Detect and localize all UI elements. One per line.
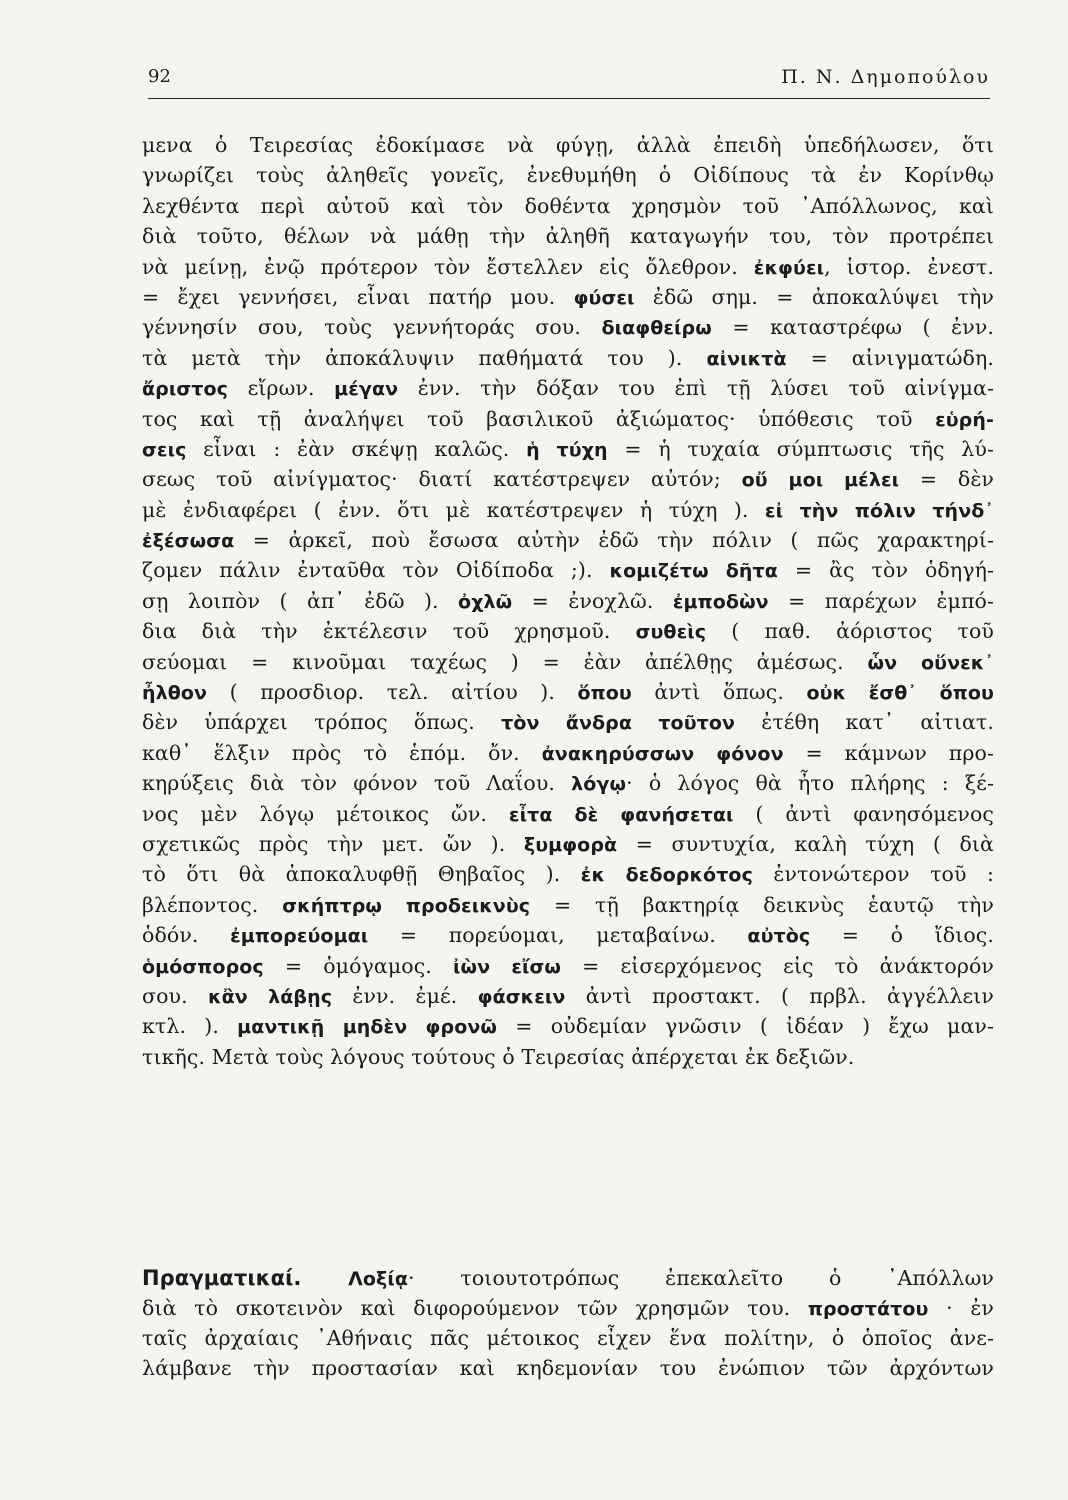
glossed-term: ἰὼν εἴσω	[453, 955, 562, 978]
glossed-term: εἶτα δὲ φανήσεται	[508, 803, 734, 826]
commentary-text	[142, 130, 994, 1072]
gloss-text: γέννησίν σου, τοὺς γεννήτοράς σου.	[142, 315, 602, 340]
page-header	[148, 66, 990, 96]
gloss-text: τος καὶ τῇ ἀναλήψει τοῦ βασιλικοῦ ἀξιώματος· ὑπόθεσις τοῦ	[142, 406, 936, 431]
gloss-text: ἐτέθη κατ᾿ αἰτιατ.	[735, 710, 994, 735]
glossed-term: σκήπτρῳ προδεικνὺς	[282, 894, 531, 917]
gloss-text: ἀντὶ προστακτ. ( πρβλ. ἀγγέλλειν	[565, 983, 994, 1008]
glossed-term: φύσει	[573, 286, 635, 309]
gloss-text: εἶναι : ἐὰν σκέψῃ καλῶς.	[186, 436, 527, 461]
glossed-term: τὸν ἄνδρα τοῦτον	[501, 712, 736, 735]
text-line	[142, 191, 994, 221]
text-line	[142, 282, 994, 312]
gloss-text: · ὁ λόγος θὰ ἦτο πλήρης : ξέ-	[626, 771, 994, 796]
text-line	[142, 130, 994, 160]
gloss-text: = ὁμόγαμος.	[263, 953, 453, 978]
gloss-text: = ἐνοχλῶ.	[512, 588, 673, 613]
gloss-text: = αἰνιγματώδη.	[786, 345, 994, 370]
gloss-text: · τοιουτοτρόπως ἐπεκαλεῖτο ὁ ᾿Απόλλων	[408, 1266, 994, 1290]
gloss-text: ( προσδιορ. τελ. αἰτίου ).	[207, 680, 578, 705]
glossed-term: κομιζέτω δῆτα	[609, 560, 778, 583]
text-line	[142, 373, 994, 403]
gloss-text: ( παθ. ἀόριστος τοῦ	[706, 619, 994, 644]
glossed-term: εὑρή-	[935, 408, 994, 431]
glossed-term: ἐκ δεδορκότος	[580, 864, 753, 887]
text-line	[142, 1353, 994, 1383]
glossed-term: διαφθείρω	[601, 317, 712, 340]
glossed-term: ἐξέσωσα	[142, 530, 235, 553]
glossed-term: ἐμποδὼν	[672, 590, 769, 613]
gloss-text: λεχθέντα περὶ αὐτοῦ καὶ τὸν δοθέντα χρησμὸν τοῦ ᾿Απόλλωνος, καὶ	[142, 193, 994, 218]
gloss-text: σῃ λοιπὸν ( ἀπ᾿ ἐδῶ ).	[142, 588, 459, 613]
gloss-text: = εἰσερχόμενος εἰς τὸ ἀνάκτορόν	[561, 953, 994, 978]
text-line	[142, 1293, 994, 1323]
glossed-term: οὔ μοι μέλει	[741, 469, 900, 492]
gloss-text: = ἀρκεῖ, ποὺ ἔσωσα αὐτὴν ἐδῶ τὴν πόλιν ( πῶς χαρακτηρί-	[234, 528, 994, 553]
gloss-text: νος μὲν λόγῳ μέτοικος ὤν.	[142, 801, 509, 826]
gloss-text: = κάμνων προ-	[783, 740, 994, 765]
gloss-text: δια διὰ τὴν ἐκτέλεσιν τοῦ χρησμοῦ.	[142, 619, 636, 644]
glossed-term: οὐκ ἔσθ᾿ ὅπου	[806, 682, 994, 705]
gloss-text: = τῇ βακτηρίᾳ δεικνὺς ἑαυτῷ τὴν	[530, 892, 994, 917]
gloss-text: = ὁ ἴδιος.	[810, 923, 995, 948]
gloss-text: μενα ὁ Τειρεσίας ἐδοκίμασε νὰ φύγῃ, ἀλλὰ ἐπειδὴ ὑπεδήλωσεν, ὅτι	[142, 133, 994, 157]
text-line	[142, 707, 994, 737]
gloss-text: τὰ μετὰ τὴν ἀποκάλυψιν παθήματά του ).	[142, 345, 707, 370]
glossed-term: φάσκειν	[477, 985, 566, 1008]
gloss-text: ἐνν. τὴν δόξαν του ἐπὶ τῇ λύσει τοῦ αἰνίγμα-	[398, 376, 994, 401]
gloss-text: = ἂς τὸν ὁδηγή-	[777, 558, 994, 583]
text-line	[142, 343, 994, 373]
gloss-text: βλέποντος.	[142, 892, 283, 917]
glossed-term: μέγαν	[334, 378, 399, 401]
running-head: Π. Ν. Δημοπούλου	[781, 66, 990, 88]
text-line	[142, 616, 994, 646]
text-line	[142, 434, 994, 464]
text-line	[142, 981, 994, 1011]
glossed-term: συθεὶς	[635, 621, 707, 644]
text-line	[142, 1263, 994, 1293]
text-line	[142, 1323, 994, 1353]
text-line	[142, 829, 994, 859]
gloss-text: τικῆς. Μετὰ τοὺς λόγους τούτους ὁ Τειρεσίας ἀπέρχεται ἐκ δεξιῶν.	[142, 1044, 855, 1069]
page-number: 92	[148, 66, 171, 87]
gloss-text: ἐντονώτερον τοῦ :	[752, 862, 994, 887]
text-line	[142, 312, 994, 342]
gloss-text: , ἱστορ. ἐνεστ.	[824, 254, 994, 279]
text-line	[142, 404, 994, 434]
gloss-text: σχετικῶς πρὸς τὴν μετ. ὤν ).	[142, 831, 524, 856]
gloss-text: μὲ ἐνδιαφέρει ( ἐνν. ὅτι μὲ κατέστρεψεν ἡ τύχη ).	[142, 497, 765, 522]
glossed-term: εἰ τὴν πόλιν τήνδ᾿	[764, 499, 994, 522]
gloss-text: ζομεν πάλιν ἐνταῦθα τὸν Οἰδίποδα ;).	[142, 558, 610, 583]
gloss-text: τὸ ὅτι θὰ ἀποκαλυφθῇ Θηβαῖος ).	[142, 862, 581, 887]
gloss-text: δὲν ὑπάρχει τρόπος ὅπως.	[142, 710, 502, 735]
glossed-term: ἀνακηρύσσων φόνον	[541, 742, 784, 765]
text-line	[142, 1011, 994, 1041]
gloss-text: ἐνν. ἐμέ.	[332, 983, 478, 1008]
text-line	[142, 495, 994, 525]
glossed-term: Λοξίᾳ	[348, 1268, 409, 1290]
gloss-text: ( ἀντὶ φανησόμενος	[733, 801, 994, 826]
section-title: Πραγματικαί.	[142, 1266, 349, 1290]
text-line	[142, 951, 994, 981]
gloss-text: νὰ μείνῃ, ἐνῷ πρότερον τὸν ἔστελλεν εἰς ὄλεθρον.	[142, 254, 754, 279]
gloss-text: ἐδῶ σημ. = ἀποκαλύψει τὴν	[634, 284, 994, 309]
gloss-text: ὁδόν.	[142, 923, 231, 948]
section-pragmatikai	[142, 1263, 994, 1383]
glossed-term: αὐτὸς	[747, 925, 811, 948]
gloss-text: ταῖς ἀρχαίαις ᾿Αθήναις πᾶς μέτοικος εἶχεν ἕνα πολίτην, ὁ ὁποῖος ἀνε-	[142, 1326, 994, 1350]
gloss-text: διὰ τοῦτο, θέλων νὰ μάθῃ τὴν ἀληθῆ καταγωγήν του, τὸν προτρέπει	[142, 224, 994, 249]
gloss-text: κηρύξεις διὰ τὸν φόνον τοῦ Λαΐου.	[142, 771, 572, 796]
text-line	[142, 252, 994, 282]
glossed-term: ἦλθον	[142, 682, 208, 705]
gloss-text: = ἔχει γεννήσει, εἶναι πατήρ μου.	[142, 284, 574, 309]
header-rule	[148, 98, 990, 99]
text-line	[142, 1042, 994, 1072]
text-line	[142, 677, 994, 707]
glossed-term: ἐμπορεύομαι	[230, 925, 369, 948]
text-line	[142, 160, 994, 190]
gloss-text: σεύομαι = κινοῦμαι ταχέως ) = ἐὰν ἀπέλθῃς ἀμέσως.	[142, 649, 868, 674]
text-line	[142, 221, 994, 251]
glossed-term: αἰνικτὰ	[706, 347, 787, 370]
gloss-text: γνωρίζει τοὺς ἀληθεῖς γονεῖς, ἐνεθυμήθη ὁ Οἰδίπους τὰ ἐν Κορίνθῳ	[142, 163, 994, 188]
text-line	[142, 799, 994, 829]
glossed-term: ὁμόσπορος	[142, 955, 264, 978]
gloss-text: = συντυχία, καλὴ τύχη ( διὰ	[617, 831, 994, 856]
text-line	[142, 647, 994, 677]
text-line	[142, 890, 994, 920]
text-line	[142, 464, 994, 494]
glossed-term: ἄριστος	[142, 378, 228, 401]
glossed-term: ἐκφύει	[753, 256, 825, 279]
gloss-text: · ἐν	[928, 1296, 994, 1320]
text-line	[142, 586, 994, 616]
text-line	[142, 859, 994, 889]
text-line	[142, 738, 994, 768]
gloss-text: σου.	[142, 983, 208, 1008]
glossed-term: κἂν λάβῃς	[207, 985, 333, 1008]
gloss-text: = παρέχων ἐμπό-	[768, 588, 995, 613]
gloss-text: = δὲν	[899, 467, 994, 492]
text-line	[142, 768, 994, 798]
glossed-term: λόγῳ	[571, 773, 627, 796]
gloss-text: εἴρων.	[228, 376, 335, 401]
glossed-term: προστάτου	[807, 1298, 929, 1320]
glossed-term: μαντικῇ μηδὲν φρονῶ	[237, 1016, 498, 1039]
gloss-text: ἀντὶ ὅπως.	[631, 680, 807, 705]
glossed-term: ὅπου	[577, 682, 632, 705]
text-line	[142, 525, 994, 555]
text-line	[142, 555, 994, 585]
gloss-text: = καταστρέφω ( ἐνν.	[711, 315, 994, 340]
gloss-text: λάμβανε τὴν προστασίαν καὶ κηδεμονίαν του ἐνώπιον τῶν ἀρχόντων	[142, 1356, 994, 1380]
text-line	[142, 920, 994, 950]
gloss-text: = οὐδεμίαν γνῶσιν ( ἰδέαν ) ἔχω μαν-	[497, 1014, 994, 1039]
gloss-text: = ἡ τυχαία σύμπτωσις τῆς λύ-	[607, 436, 994, 461]
glossed-term: ὧν οὕνεκ᾿	[867, 651, 994, 674]
gloss-text: = πορεύομαι, μεταβαίνω.	[368, 923, 748, 948]
gloss-text: διὰ τὸ σκοτεινὸν καὶ διφορούμενον τῶν χρησμῶν του.	[142, 1296, 808, 1320]
glossed-term: ἡ τύχη	[526, 438, 608, 461]
glossed-term: ὀχλῶ	[458, 590, 513, 613]
gloss-text: καθ᾿ ἕλξιν πρὸς τὸ ἑπόμ. ὄν.	[142, 740, 542, 765]
gloss-text: κτλ. ).	[142, 1014, 238, 1039]
glossed-term: σεις	[142, 438, 187, 461]
glossed-term: ξυμφορὰ	[523, 833, 618, 856]
gloss-text: σεως τοῦ αἰνίγματος· διατί κατέστρεψεν αὐτόν;	[142, 467, 742, 492]
